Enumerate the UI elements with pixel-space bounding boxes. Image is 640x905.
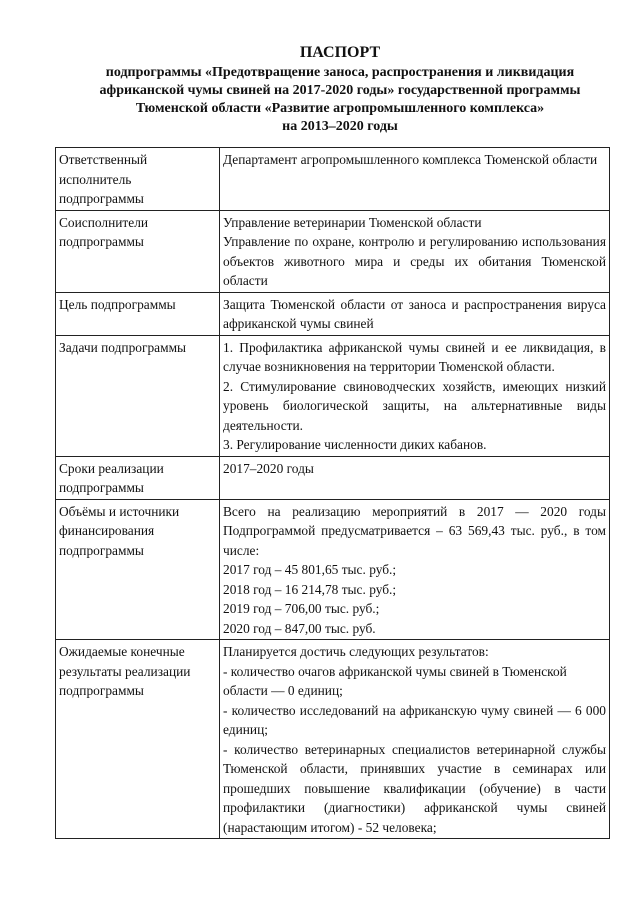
value-paragraph: Департамент агропромышленного комплекса Тюменской области xyxy=(223,152,598,167)
row-value xyxy=(220,456,610,499)
row-label: Ожидаемые конечные результаты реализации подпрограммы xyxy=(56,640,220,839)
row-value xyxy=(220,210,610,292)
row-label: Объёмы и источники финансирования подпрограммы xyxy=(56,499,220,640)
value-paragraph: - количество ветеринарных специалистов ветеринарной службы Тюменской области, принявших участие в семинарах или прошедших повышение квалификации (обучение) в части профилактики (диагностики) африканской чумы свиней (нарастающим итогом) - 52 человека; xyxy=(223,741,606,835)
passport-table xyxy=(55,147,610,839)
row-value xyxy=(220,148,610,211)
table-row xyxy=(56,640,610,839)
value-paragraph: 3. Регулирование численности диких кабанов. xyxy=(223,437,487,452)
subtitle-line-2: африканской чумы свиней на 2017-2020 годы» государственной программы xyxy=(99,83,581,98)
row-label: Сроки реализации подпрограммы xyxy=(56,456,220,499)
value-paragraph: - количество исследований на африканскую чуму свиней — 6 000 единиц; xyxy=(223,702,606,737)
table-row xyxy=(56,335,610,456)
row-label: Задачи подпрограммы xyxy=(56,335,220,456)
value-paragraph: 2017 год – 45 801,65 тыс. руб.; xyxy=(223,562,397,577)
subtitle-line-3: Тюменской области «Развитие агропромышленного комплекса» xyxy=(135,101,545,116)
table-row xyxy=(56,148,610,211)
table-row xyxy=(56,499,610,640)
value-paragraph: 2018 год – 16 214,78 тыс. руб.; xyxy=(223,581,397,597)
subtitle-line-1: подпрограммы «Предотвращение заноса, распространения и ликвидация xyxy=(105,65,575,80)
value-paragraph: Управление ветеринарии Тюменской области xyxy=(223,214,482,230)
table-row xyxy=(56,456,610,499)
table-row xyxy=(56,210,610,292)
value-paragraph: Управление по охране, контролю и регулированию использования объектов животного мира и среды их обитания Тюменской области xyxy=(223,234,606,288)
row-label: Ответственный исполнитель подпрограммы xyxy=(56,148,220,211)
value-paragraph: 2017–2020 годы xyxy=(223,460,314,476)
subtitle-line-4: на 2013–2020 годы xyxy=(282,119,398,134)
row-value xyxy=(220,335,610,456)
value-paragraph: Всего на реализацию мероприятий в 2017 — 2020 годы Подпрограммой предусматривается – 63 569,43 тыс. руб., в том числе: xyxy=(223,503,606,558)
value-paragraph: 2020 год – 847,00 тыс. руб. xyxy=(223,620,376,636)
value-paragraph: Планируется достичь следующих результатов: xyxy=(223,644,489,659)
row-label: Соисполнители подпрограммы xyxy=(56,210,220,292)
document-title: ПАСПОРТ xyxy=(299,44,381,61)
row-value xyxy=(220,499,610,640)
table-row xyxy=(56,292,610,335)
value-paragraph: 2. Стимулирование свиноводческих хозяйств, имеющих низкий уровень биологической защиты, на альтернативные виды деятельности. xyxy=(223,378,606,433)
row-value xyxy=(220,640,610,839)
value-paragraph: 1. Профилактика африканской чумы свиней и ее ликвидация, в случае возникновения на территории Тюменской области. xyxy=(223,339,606,374)
row-value xyxy=(220,292,610,335)
value-paragraph: - количество очагов африканской чумы свиней в Тюменской области — 0 единиц; xyxy=(223,663,567,698)
value-paragraph: Защита Тюменской области от заноса и распространения вируса африканской чумы свиней xyxy=(223,296,606,331)
value-paragraph: 2019 год – 706,00 тыс. руб.; xyxy=(223,601,380,616)
row-label: Цель подпрограммы xyxy=(56,292,220,335)
